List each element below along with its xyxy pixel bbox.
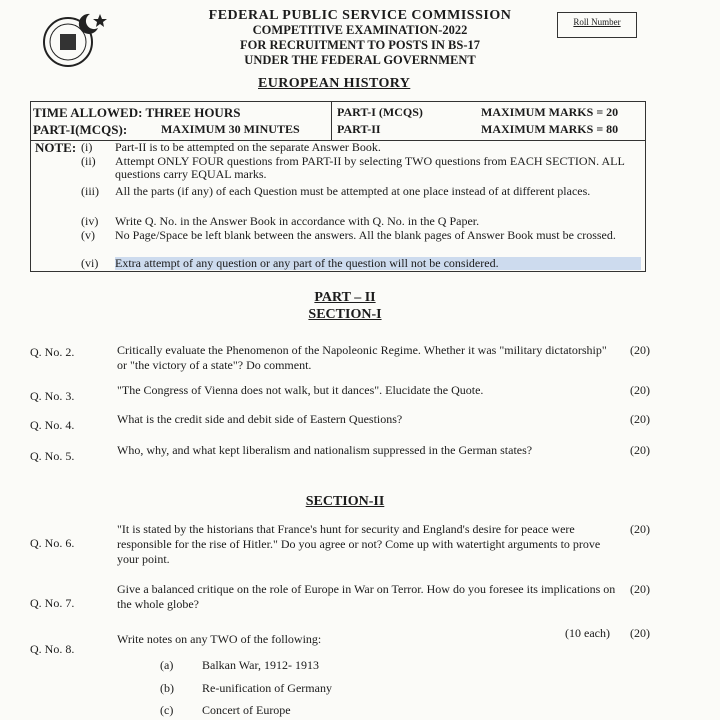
recruitment-line: FOR RECRUITMENT TO POSTS IN BS-17 xyxy=(240,38,480,52)
question-number: Q. No. 6. xyxy=(30,536,75,550)
question-row xyxy=(30,343,680,375)
note-label: NOTE: xyxy=(35,140,77,155)
question-text: "The Congress of Vienna does not walk, but it dances". Elucidate the Quote. xyxy=(117,383,484,397)
question-number: Q. No. 3. xyxy=(30,389,75,403)
question-marks: (20) xyxy=(630,626,650,640)
commission-title: FEDERAL PUBLIC SERVICE COMMISSION xyxy=(208,8,512,23)
question-row xyxy=(30,582,680,614)
time-allowed: TIME ALLOWED: THREE HOURS xyxy=(33,105,241,120)
part1-mcqs-label: PART-I (MCQS) xyxy=(337,105,423,119)
question-text: Write notes on any TWO of the following: xyxy=(117,632,322,646)
question-text: Who, why, and what kept liberalism and nationalism suppressed in the German states? xyxy=(117,443,533,457)
section-1-title: SECTION-I xyxy=(308,307,382,322)
question-row xyxy=(30,383,680,401)
question-marks: (20) xyxy=(630,383,650,397)
question-number: Q. No. 4. xyxy=(30,418,75,432)
question-text: What is the credit side and debit side of Eastern Questions? xyxy=(117,412,403,426)
question-marks: (20) xyxy=(630,582,650,596)
max-marks-part1: MAXIMUM MARKS = 20 xyxy=(481,105,619,119)
question-row xyxy=(30,522,680,570)
question-text: Give a balanced critique on the role of Europe in War on Terror. How do you foresee its implications on the whole globe? xyxy=(117,582,616,611)
max-marks-part2: MAXIMUM MARKS = 80 xyxy=(481,122,619,136)
roll-number-label: Roll Number xyxy=(573,17,621,27)
question-marks: (20) xyxy=(630,343,650,357)
fpsc-emblem xyxy=(38,8,108,72)
instructions-box: NOTE: (i) Part-II is to be attempted on the separate Answer Book. (ii) Attempt ONLY FOUR questions from PART-II by selecting TWO questions from EACH SECTION. ALL questions carry EQUAL marks. (iii) All the parts (if any) of each Question must be attempted at one place instead of at different places. (iv) Write Q. No. in the Answer Book in accordance with Q. No. in the Q Paper. (v) No Page/Space be left blank between the answers. All the blank pages of Answer Book must be crossed. (vi) Extra attempt of any question or any part of the question will not be considered. xyxy=(30,139,646,272)
question-text: "It is stated by the historians that France's hunt for security and England's desire for peace were responsible for the rise of Hitler." Do you agree or not? Come up with watertight arguments to prove your point. xyxy=(117,522,601,566)
exam-title: COMPETITIVE EXAMINATION-2022 xyxy=(252,23,468,37)
question-row xyxy=(30,443,680,461)
section-2-title: SECTION-II xyxy=(305,494,385,509)
part1-time: MAXIMUM 30 MINUTES xyxy=(161,122,300,136)
subject-title: EUROPEAN HISTORY xyxy=(258,76,411,91)
government-line: UNDER THE FEDERAL GOVERNMENT xyxy=(244,53,476,67)
part1-label: PART-I(MCQS): xyxy=(33,122,128,137)
question-number: Q. No. 7. xyxy=(30,596,75,610)
part-title: PART – II xyxy=(314,290,376,305)
question-marks: (20) xyxy=(630,522,650,536)
question-row xyxy=(30,412,680,430)
exam-header xyxy=(150,8,570,68)
question-row xyxy=(30,626,680,656)
marks-each: (10 each) xyxy=(565,626,610,640)
roll-number-box[interactable] xyxy=(557,12,637,38)
part2-label: PART-II xyxy=(337,122,381,136)
question-number: Q. No. 8. xyxy=(30,642,75,656)
question-marks: (20) xyxy=(630,443,650,457)
question-number: Q. No. 5. xyxy=(30,449,75,463)
question-number: Q. No. 2. xyxy=(30,345,75,359)
question-marks: (20) xyxy=(630,412,650,426)
time-marks-table xyxy=(30,101,646,141)
question-text: Critically evaluate the Phenomenon of the Napoleonic Regime. Whether it was "military dictatorship" or "the victory of a state"? Do comment. xyxy=(117,343,607,372)
